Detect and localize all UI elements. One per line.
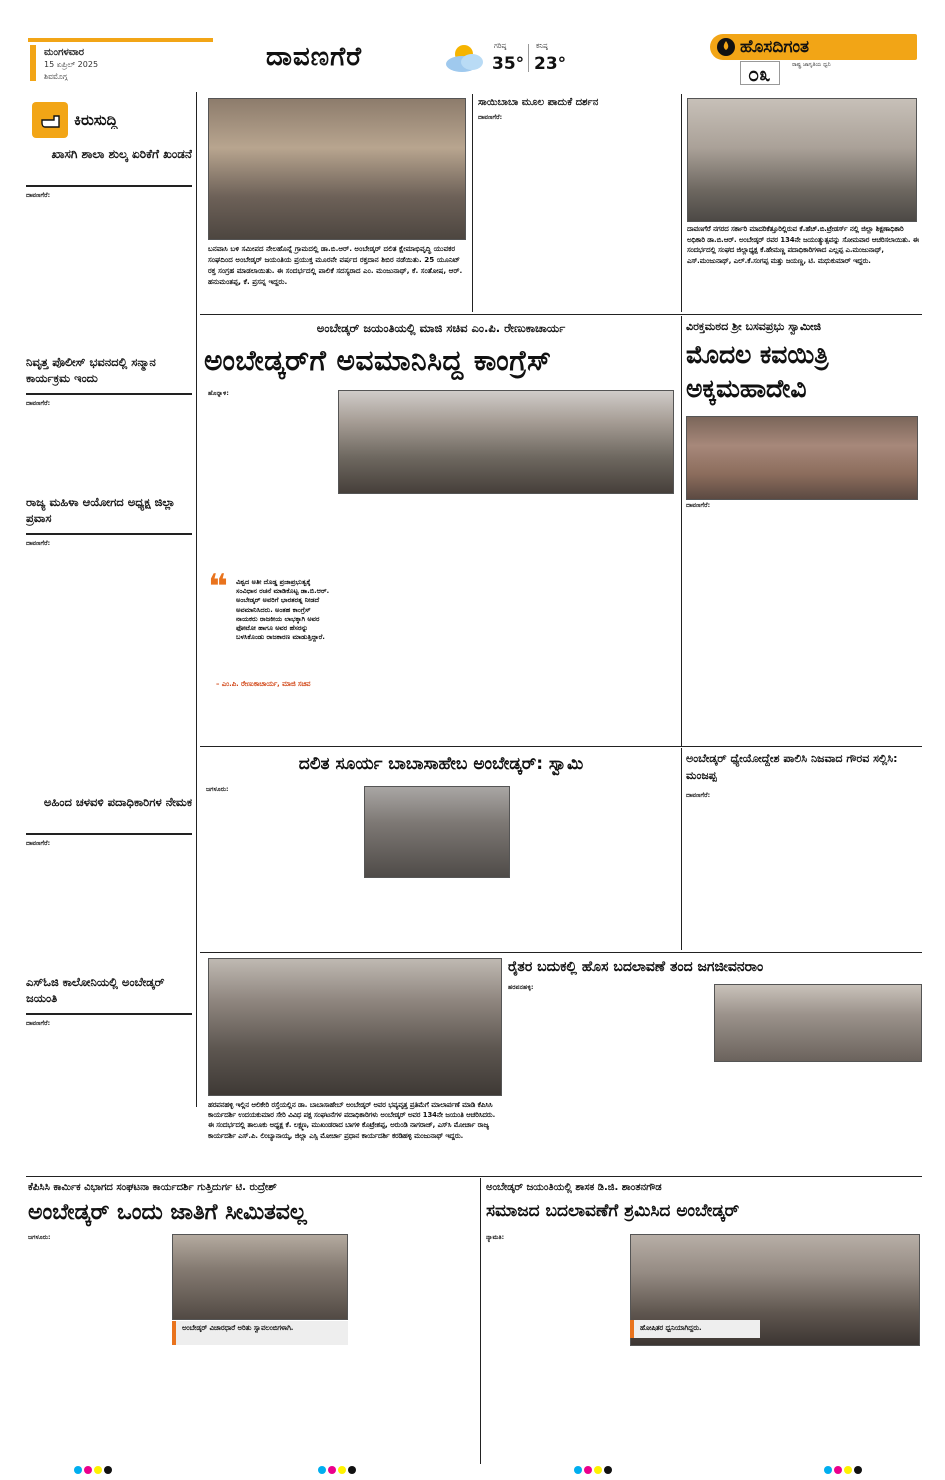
reg-dot-black [604,1466,612,1474]
photo-harapanahalli [208,958,502,1096]
reg-dot-yellow [594,1466,602,1474]
dateline: ಹೊನ್ನಾಳಿ: [208,390,229,397]
divider [26,185,192,187]
story-headline: ದಲಿತ ಸೂರ್ಯ ಬಾಬಾಸಾಹೇಬ ಅಂಬೇಡ್ಕರ್: ಸ್ವಾಮಿ [298,754,584,774]
lamp-logo-icon [716,37,736,57]
photo-akka-program [686,416,918,500]
paper-tagline: ರಾಷ್ಟ್ರ ಜಾಗೃತಿಯ ಧ್ವನಿ [792,62,831,68]
story-headline: ಅಂಬೇಡ್ಕರ್ ಒಂದು ಜಾತಿಗೆ ಸೀಮಿತವಲ್ಲ [28,1200,307,1225]
reg-dot-magenta [84,1466,92,1474]
sidebar-item-body [26,840,192,972]
story-column-3 [328,1350,474,1460]
rudresh-story [28,1180,474,1462]
story-column-2b [354,1234,474,1346]
story-headline: ಸಮಾಜದ ಬದಲಾವಣೆಗೆ ಶ್ರಮಿಸಿದ ಅಂಬೇಡ್ಕರ್ [486,1201,740,1221]
sidebar [26,94,194,1106]
dateline: ದಾವಣಗೆರೆ: [686,792,711,799]
lead-headline: ಅಂಬೇಡ್ಕರ್‌ಗೆ ಅವಮಾನಿಸಿದ್ದ ಕಾಂಗ್ರೆಸ್ [204,344,552,377]
sidebar-item [26,146,192,356]
page-number-box [740,61,780,85]
masthead-side-bar [30,45,36,81]
photo-caption: ಹರಪನಹಳ್ಳಿ ಇಲ್ಲಿನ ಆಲಿಕೇರಿ ರಸ್ತೆಯಲ್ಲಿನ ಡಾ. ಬಾಬಾಸಾಹೇಬ್ ಅಂಬೇಡ್ಕರ್ ಅವರ ಭವ್ಯವೃತ್ತ ಪ್ರತಿಮೆಗೆ ಮಾಲಾರ್ಪಣೆ ಮಾಡಿ ಕೆಪಿಸಿಸಿ ಕಾರ್ಯದರ್ಶಿ ಉದಯಕುಮಾರ ಸೇರಿ ವಿವಿಧ ಪಕ್ಷ ಸಂಘಟನೆಗಳ ಪದಾಧಿಕಾರಿಗಳು ಅಂಬೇಡ್ಕರ್ ಅವರ 134ನೇ ಜಯಂತಿ ಆಚರಿಸಿದರು. ಈ ಸಂದರ್ಭದಲ್ಲಿ ತಾಲೂಕು ಅಧ್ಯಕ್ಷ ಕೆ. ಲಕ್ಷ್ಮಣ, ಮುಖಂಡರಾದ ಬಾಗಳಿ ಕೊಟ್ರೇಶಪ್ಪ, ಅರುಂಡಿ ನಾಗರಾಜ್, ಎಸ್‌ಸಿ ಮೋರ್ಚಾ ರಾಜ್ಯ ಕಾರ್ಯದರ್ಶಿ ಎಸ್.ಪಿ. ಲಿಂಬ್ಯಾನಾಯ್ಕ, ಜಿಲ್ಲಾ ಎಸ್ಸಿ ಮೋರ್ಚಾ ಪ್ರಧಾನ ಕಾರ್ಯದರ್ಶಿ ಕರಡಿಹಳ್ಳಿ ಮಂಜುನಾಥ್ ಇದ್ದರು. [208,1101,496,1140]
section-divider [200,952,922,953]
sidebar-brand [30,100,190,140]
photo-swami-event [364,786,510,878]
story-column-3 [516,786,674,946]
sidebar-item-body [26,540,192,790]
shanthanagowda-story [486,1180,922,1462]
reg-dot-yellow [94,1466,102,1474]
photo-blood-donation [208,98,466,240]
registration-marks [574,1466,634,1476]
dateline: ದಾವಣಗೆರೆ: [26,400,51,407]
photo-caption: ಅಂಬೇಡ್ಕರ್ ವಿಚಾರಧಾರೆ ಅರಿತು ಸ್ವಾವಲಂಬಿಗಳಾಗಿ. [182,1324,294,1332]
story-column-1 [206,786,358,946]
divider [26,833,192,835]
sidebar-item-title: ರಾಜ್ಯ ಮಹಿಳಾ ಆಯೋಗದ ಅಧ್ಯಕ್ಷ ಜಿಲ್ಲಾ ಪ್ರವಾಸ [26,495,176,525]
section-divider [26,1176,922,1177]
dateline: ದಾವಣಗೆರೆ: [26,1020,51,1027]
sidebar-item-title: ಖಾಸಗಿ ಶಾಲಾ ಶುಲ್ಕ ಏರಿಕೆಗೆ ಖಂಡನೆ [51,147,192,161]
akka-headline: ಮೊದಲ ಕವಯಿತ್ರಿ ಅಕ್ಕಮಹಾದೇವಿ [686,340,829,403]
photo-caption: ಬನವಾಸಿ ಬಳಿ ಸಮೀಪದ ನೇಲಹೊನ್ನೆ ಗ್ರಾಮದಲ್ಲಿ ಡಾ.ಬಿ.ಆರ್. ಅಂಬೇಡ್ಕರ್ ದಲಿತ ಕ್ಷೇಮಾಭಿವೃದ್ಧಿ ಯುವಕರ ಸಂಘದಿಂದ ಅಂಬೇಡ್ಕರ್ ಜಯಂತಿಯ ಪ್ರಯುಕ್ತ ಮೂರನೇ ವರ್ಷದ ರಕ್ತದಾನ ಶಿಬಿರ ನಡೆಯಿತು. 25 ಯೂನಿಟ್ ರಕ್ತ ಸಂಗ್ರಹ ಮಾಡಲಾಯಿತು. ಈ ಸಂದರ್ಭದಲ್ಲಿ ಪಾಲಿಕೆ ಸದಸ್ಯರಾದ ಎಂ. ಮಂಜುನಾಥ್, ಕೆ. ಸಂತೋಷ, ಆರ್. ಹನುಮಂತಪ್ಪ, ಕೆ. ಪ್ರಸನ್ನ ಇದ್ದರು. [208,244,463,286]
lead-column-3 [452,500,560,740]
column-divider [681,94,682,312]
divider [26,393,192,395]
reg-dot-yellow [338,1466,346,1474]
sidebar-item [26,974,192,1104]
sidebar-divider [196,92,197,1107]
lead-column-4 [566,500,674,740]
reg-dot-magenta [834,1466,842,1474]
registration-marks [318,1466,378,1476]
sidebar-item [26,794,192,974]
story-title: ಸಾಯಿಬಾಬಾ ಮೂಲ ಪಾದುಕೆ ದರ್ಶನ [478,97,599,108]
min-temp-value: 23° [534,54,567,74]
lead-column-1 [208,390,332,570]
reg-dot-black [854,1466,862,1474]
photo-caption: ಹೋಷಿತರ ಧ್ವನಿಯಾಗಿದ್ದರು. [640,1324,702,1332]
dateline: ದಾವಣಗೆರೆ: [26,840,51,847]
sidebar-item [26,354,192,486]
reg-dot-cyan [318,1466,326,1474]
dateline: ಜಗಳೂರು: [206,786,229,793]
paper-name: ಹೊಸದಿಗಂತ [740,37,810,57]
brand-block [710,34,917,86]
lead-kicker: ಅಂಬೇಡ್ಕರ್ ಜಯಂತಿಯಲ್ಲಿ ಮಾಜಿ ಸಚಿವ ಎಂ.ಪಿ. ರೇಣುಕಾಚಾರ್ಯ [316,321,566,335]
column-divider [681,748,682,950]
quote-box [208,567,332,706]
story-column-1 [28,1234,164,1460]
story-body [478,114,674,310]
section-divider [200,314,922,315]
temp-divider [528,44,529,72]
quote-attribution: – ಎಂ.ಪಿ. ರೇಣುಕಾಚಾರ್ಯ, ಮಾಜಿ ಸಚಿವ [216,680,311,688]
story-column-3 [778,1352,920,1460]
photo-rudresh-event [172,1234,348,1320]
weather-icon [442,40,486,74]
photo-caption: ದಾವಣಗೆರೆ ನಗರದ ಸರ್ಕಾರಿ ಮಾದರಿಕೆತ್ತೂರಿಲ್ಲಿರುವ ಕೆ.ಹೆಚ್.ಬಿ.ಟ್ರೇಡರ್ಸ್ ನಲ್ಲಿ ಜಿಲ್ಲಾ ಶಿಕ್ಷಣಾಧಿಕಾರಿ ಅಧಿಕಾರಿ ಡಾ.ಬಿ.ಆರ್. ಅಂಬೇಡ್ಕರ್ ರವರ 134ನೇ ಜಯಂತ್ಯುತ್ಸವನ್ನು ಸೋಮವಾರ ಆಚರಿಸಲಾಯಿತು. ಈ ಸಂದರ್ಭದಲ್ಲಿ ಸಂಘದ ಜಿಲ್ಲಾಧ್ಯಕ್ಷ ಕೆ.ಹೇಮಣ್ಣ ಪದಾಧಿಕಾರಿಗಳಾದ ಎಲ್ಲಪ್ಪ ಎ.ಮಂಜುನಾಥ್, ಎಸ್.ಮಂಜುನಾಥ್, ಎಲ್.ಕೆ.ಸಂಗಪ್ಪ ಮತ್ತು ಜಯಣ್ಣ, ಟಿ. ಮಧುಕುಮಾರ್ ಇದ್ದರು. [687,225,919,265]
pointing-hand-icon [37,107,63,133]
story-kicker: ಅಂಬೇಡ್ಕರ್ ಜಯಂತಿಯಲ್ಲಿ ಶಾಸಕ ಡಿ.ಜಿ. ಶಾಂತನಗೌಡ [486,1182,662,1193]
akka-story [686,318,922,744]
photo-renukacharya-event [338,390,674,494]
city-title: ದಾವಣಗೆರೆ [266,42,363,72]
photo-caption-bar [630,1320,760,1338]
reg-dot-magenta [328,1466,336,1474]
story-column-2 [172,1350,322,1460]
dateline: ಜಗಳೂರು: [28,1234,51,1241]
reg-dot-cyan [824,1466,832,1474]
masthead-top-bar [28,38,213,42]
reg-dot-cyan [74,1466,82,1474]
column-divider [681,316,682,746]
farmer-column-1 [508,984,708,1170]
sidebar-item-title: ಎಸ್‌ಓಜಿ ಕಾಲೋನಿಯಲ್ಲಿ ಅಂಬೇಡ್ಕರ್ ಜಯಂತಿ [26,975,165,1005]
farmer-headline: ರೈತರ ಬದುಕಲ್ಲಿ ಹೊಸ ಬದಲಾವಣೆ ತಂದ ಜಗಜೀವನರಾಂ [508,959,764,975]
photo-caption-bar [172,1321,348,1345]
sidebar-item-body [26,1020,192,1104]
masthead [0,0,945,90]
dateline: ದಾವಣಗೆರೆ: [686,502,711,509]
column-divider [480,1178,481,1464]
section-divider [200,746,922,747]
reg-dot-magenta [584,1466,592,1474]
story-column-2 [364,884,510,946]
dateline: ದಾವಣಗೆರೆ: [26,540,51,547]
photo-jagjivanram [714,984,922,1062]
dateline: ದಾವಣಗೆರೆ: [478,114,503,121]
max-temp-value: 35° [492,54,525,74]
manjappa-story [686,750,922,950]
sidebar-item-body [26,400,192,486]
story-sai-baba [478,96,674,314]
registration-marks [824,1466,884,1476]
divider [26,533,192,535]
sidebar-item [26,494,192,794]
reg-dot-black [348,1466,356,1474]
registration-marks [74,1466,134,1476]
sidebar-item-title: ಅಹಿಂದ ಚಳವಳಿ ಪದಾಧಿಕಾರಿಗಳ ನೇಮಕ [43,795,192,809]
reg-dot-yellow [844,1466,852,1474]
farmer-story [508,956,922,1174]
edition-label: ಶಿವಮೊಗ್ಗ [44,72,68,81]
max-temp-label: ಗರಿಷ್ಠ [494,42,507,50]
akka-column-1 [686,502,798,740]
page-number: ೦೩ [748,62,771,86]
photo-khb-traders [687,98,917,222]
lead-story [204,318,678,744]
day-label: ಮಂಗಳವಾರ [44,47,85,58]
story-body [686,792,922,942]
dateline: ಹರಪನಹಳ್ಳಿ: [508,984,534,991]
story-kicker: ಕೆಪಿಸಿಸಿ ಕಾರ್ಮಿಕ ವಿಭಾಗದ ಸಂಘಟನಾ ಕಾರ್ಯದರ್ಶಿ ಗುತ್ತಿದುರ್ಗ ಟಿ. ರುದ್ರೇಶ್ [28,1182,277,1193]
akka-column-2 [806,502,918,740]
date-label: 15 ಏಪ್ರಿಲ್ 2025 [44,60,99,69]
pull-quote: ವಿಶ್ವದ ಅತೀ ದೊಡ್ಡ ಪ್ರಜಾಪ್ರಭುತ್ವಕ್ಕೆ ಸಂವಿಧಾನ ರಚನೆ ಮಾಡಿಕೊಟ್ಟ ಡಾ.ಬಿ.ಆರ್. ಅಂಬೇಡ್ಕರ್ ಅವರಿಗೆ ಭಾರತರತ್ನ ನೀಡದೆ ಅವಮಾನಿಸಿದರು. ಅಂತಹ ಕಾಂಗ್ರೆಸ್ ನಾಯಕರು ರಾಜಕೀಯ ಲಾಭಕ್ಕಾಗಿ ಅವರ ಫೋಟೋ ಹಾಗೂ ಅವರ ಹೆಸರನ್ನು ಬಳಸಿಕೊಂಡು ರಾಜಕಾರಣ ಮಾಡುತ್ತಿದ್ದಾರೆ. [236,578,330,642]
lead-column-2 [338,500,446,740]
column-divider [472,94,473,312]
farmer-column-2 [714,1066,922,1170]
story-headline: ಅಂಬೇಡ್ಕರ್ ಧ್ಯೇಯೋದ್ದೇಶ ಪಾಲಿಸಿ ನಿಜವಾದ ಗೌರವ ಸಲ್ಲಿಸಿ: ಮಂಜಪ್ಪ [686,752,898,782]
story-column-1 [486,1234,622,1460]
sidebar-item-title: ನಿವೃತ್ತ ಪೊಲೀಸ್ ಭವನದಲ್ಲಿ ಸನ್ಮಾನ ಕಾರ್ಯಕ್ರಮ ಇಂದು [26,355,156,385]
reg-dot-black [104,1466,112,1474]
dalita-surya-story [204,750,678,950]
story-column-2 [630,1352,770,1460]
divider [26,1013,192,1015]
sidebar-brand-name: ಕಿರುಸುದ್ದಿ [74,111,118,129]
dateline: ನ್ಯಾಮತಿ: [486,1234,505,1241]
min-temp-label: ಕನಿಷ್ಠ [536,42,548,50]
reg-dot-cyan [574,1466,582,1474]
dateline: ದಾವಣಗೆರೆ: [26,192,51,199]
quote-mark-icon: ❝ [208,567,228,607]
sidebar-item-body [26,192,192,352]
akka-kicker: ವಿರಕ್ತಮಠದ ಶ್ರೀ ಬಸವಪ್ರಭು ಸ್ವಾಮೀಜಿ [686,320,822,333]
